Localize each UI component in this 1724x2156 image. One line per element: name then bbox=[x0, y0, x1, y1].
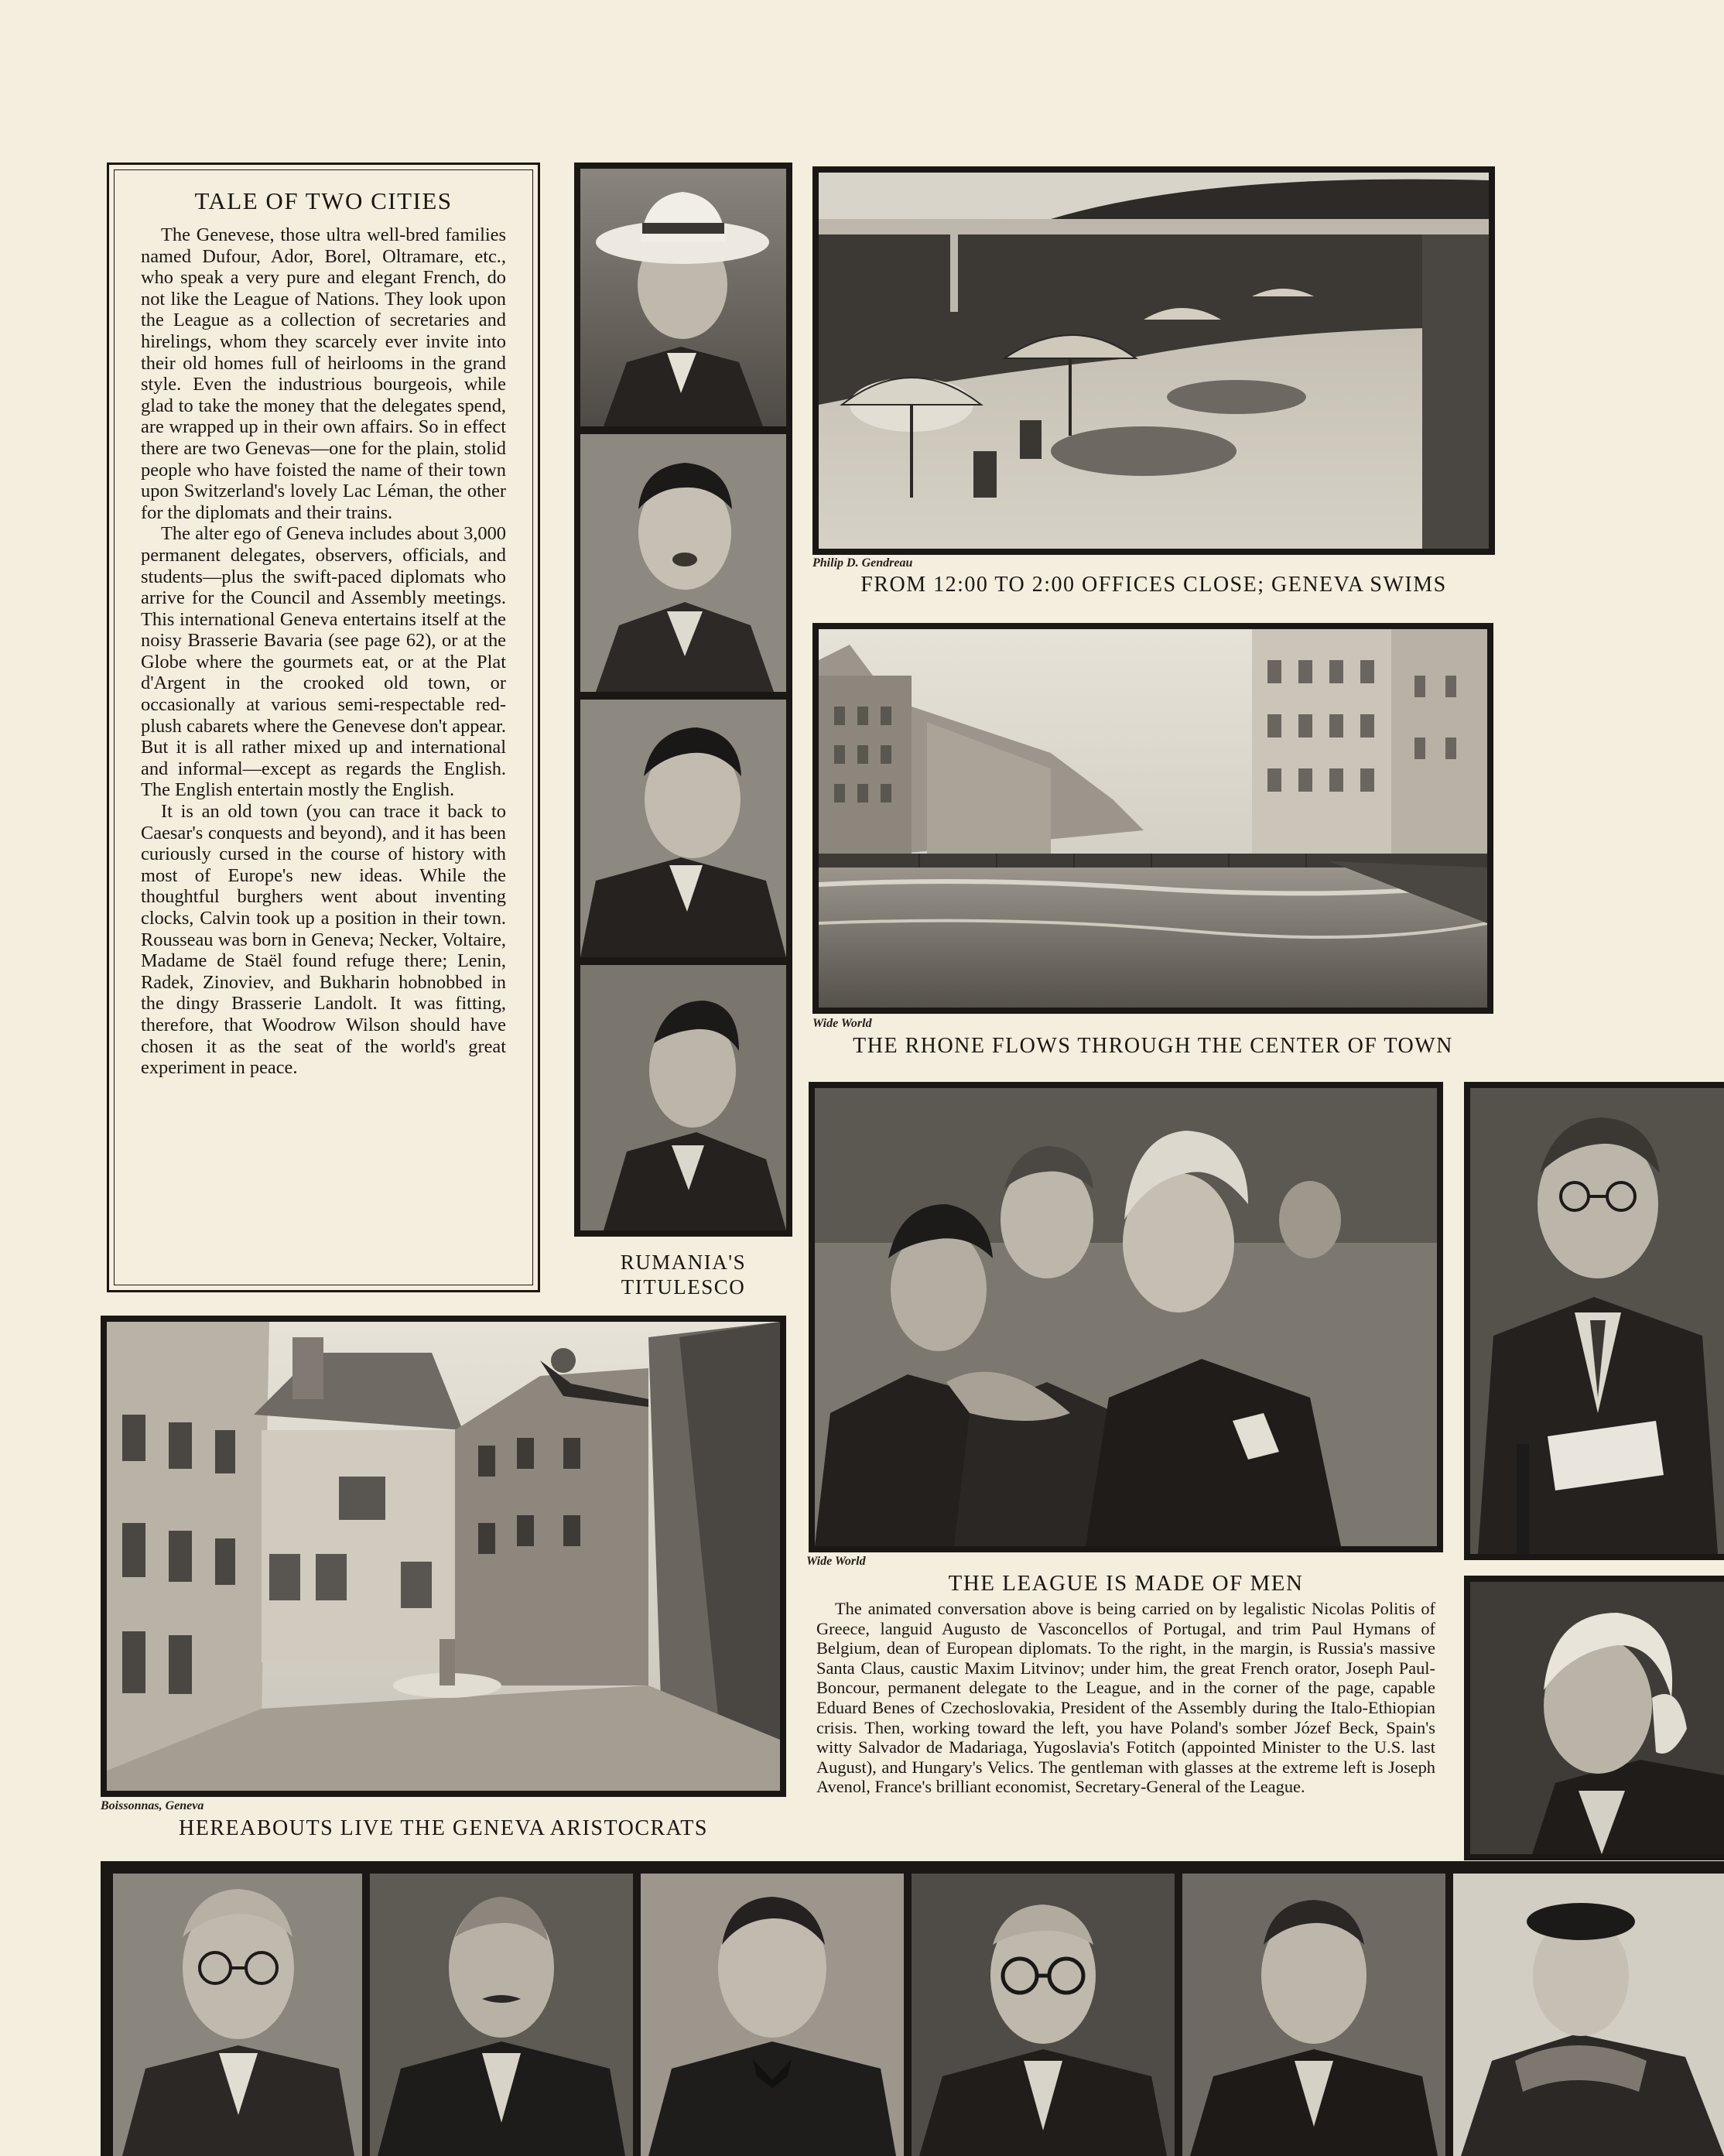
sidebar-title: TALE OF TWO CITIES bbox=[194, 187, 453, 214]
titulesco-caption bbox=[574, 1250, 792, 1299]
league-conversation-photo bbox=[809, 1082, 1443, 1552]
league-body-text: The animated conversation above is being carried on by legalistic Nicolas Politis of Greece, languid Augusto de Vasconcellos of Portugal, and trim Paul Hymans of Belgium, dean of European diplomats. To the right, in the margin, is Russia's massive Santa Claus, caustic Maxim Litvinov; under him, the great French orator, Joseph Paul-Boncour, permanent delegate to the League, and in the corner of the page, capable Eduard Benes of Czechoslovakia, President of the Assembly during the Italo-Ethiopian crisis. Then, working toward the left, you have Poland's somber Józef Beck, Spain's witty Salvador de Madariaga, Yugoslavia's Fotitch (appointed Minister to the U.S. last August), and Hungary's Velics. The gentleman with glasses at the extreme left is Joseph Avenol, France's brilliant economist, Secretary-General of the League. bbox=[816, 1599, 1435, 1797]
league-title: THE LEAGUE IS MADE OF MEN bbox=[948, 1571, 1304, 1596]
titulesco-portraits-image bbox=[580, 169, 786, 1230]
bottom-portraits-image bbox=[107, 1867, 1724, 2156]
aristocrats-photo-credit: Boissonnas, Geneva bbox=[101, 1799, 204, 1812]
paul-boncour-portrait-image bbox=[1470, 1582, 1724, 1854]
sidebar-inner-frame bbox=[114, 169, 533, 1285]
paul-boncour-photo bbox=[1464, 1576, 1724, 1860]
sidebar-paragraph-3: It is an old town (you can trace it back to Caesar's conquests and beyond), and it has been curiously cursed in the course of history with most of Europe's new ideas. While the thoughtful burghers went about inventing clocks, Calvin took up a position in their town. Rousseau was born in Geneva; Necker, Voltaire, Madame de Staël found refuge there; Lenin, Radek, Zinoviev, and Bukharin hobnobbed in the dingy Brasserie Landolt. It was fitting, therefore, that Woodrow Wilson should have chosen it as the seat of the world's great experiment in peace. bbox=[141, 801, 506, 1079]
titulesco-photo-strip bbox=[574, 163, 792, 1237]
swims-photo-caption: FROM 12:00 TO 2:00 OFFICES CLOSE; GENEVA SWIMS bbox=[860, 573, 1447, 597]
geneva-swims-photo bbox=[812, 166, 1495, 555]
sidebar-paragraph-1: The Genevese, those ultra well-bred families named Dufour, Ador, Borel, Oltramare, etc., who speak a very pure and elegant French, do not like the League of Nations. They look upon the League as a collection of secretaries and hirelings, whom they scarcely ever invite into their old homes full of heirlooms in the grand style. Even the industrious bourgeois, while glad to take the money that the delegates spend, are wrapped up in their own affairs. So in effect there are two Genevas—one for the plain, stolid people who have foisted the name of their town upon Switzerland's lovely Lac Léman, the other for the diplomats and their trains. bbox=[141, 224, 506, 523]
rhone-photo-credit: Wide World bbox=[812, 1017, 872, 1030]
league-photo-credit: Wide World bbox=[806, 1555, 866, 1568]
aristocrats-photo-caption: HEREABOUTS LIVE THE GENEVA ARISTOCRATS bbox=[179, 1816, 708, 1840]
bottom-portrait-strip bbox=[101, 1861, 1724, 2156]
diplomats-conversation-image bbox=[815, 1088, 1437, 1546]
beach-scene-image bbox=[819, 173, 1489, 549]
litvinov-photo bbox=[1464, 1082, 1724, 1560]
swims-photo-credit: Philip D. Gendreau bbox=[812, 556, 913, 570]
rhone-photo bbox=[812, 623, 1493, 1014]
old-town-street-image bbox=[107, 1322, 780, 1791]
rhone-photo-caption: THE RHONE FLOWS THROUGH THE CENTER OF TOWN bbox=[853, 1034, 1453, 1058]
litvinov-portrait-image bbox=[1470, 1088, 1724, 1554]
rhone-river-image bbox=[819, 629, 1487, 1008]
aristocrats-photo bbox=[101, 1316, 786, 1797]
sidebar-paragraph-2: The alter ego of Geneva includes about 3,000 permanent delegates, observers, officials, and students—plus the swift-paced diplomats who arrive for the Council and Assembly meetings. This international Geneva entertains itself at the noisy Brasserie Bavaria (see page 62), or at the Globe where the gourmets eat, or at the Plat d'Argent in the crooked old town, or occasionally at various semi-respectable red-plush cabarets where the Genevese don't appear. But it is all rather mixed up and international and informal—except as regards the English. The English entertain mostly the English. bbox=[141, 523, 506, 801]
titulesco-caption-line-1: RUMANIA'S bbox=[620, 1251, 747, 1274]
sidebar-box bbox=[107, 163, 540, 1292]
titulesco-caption-line-2: TITULESCO bbox=[621, 1275, 746, 1299]
